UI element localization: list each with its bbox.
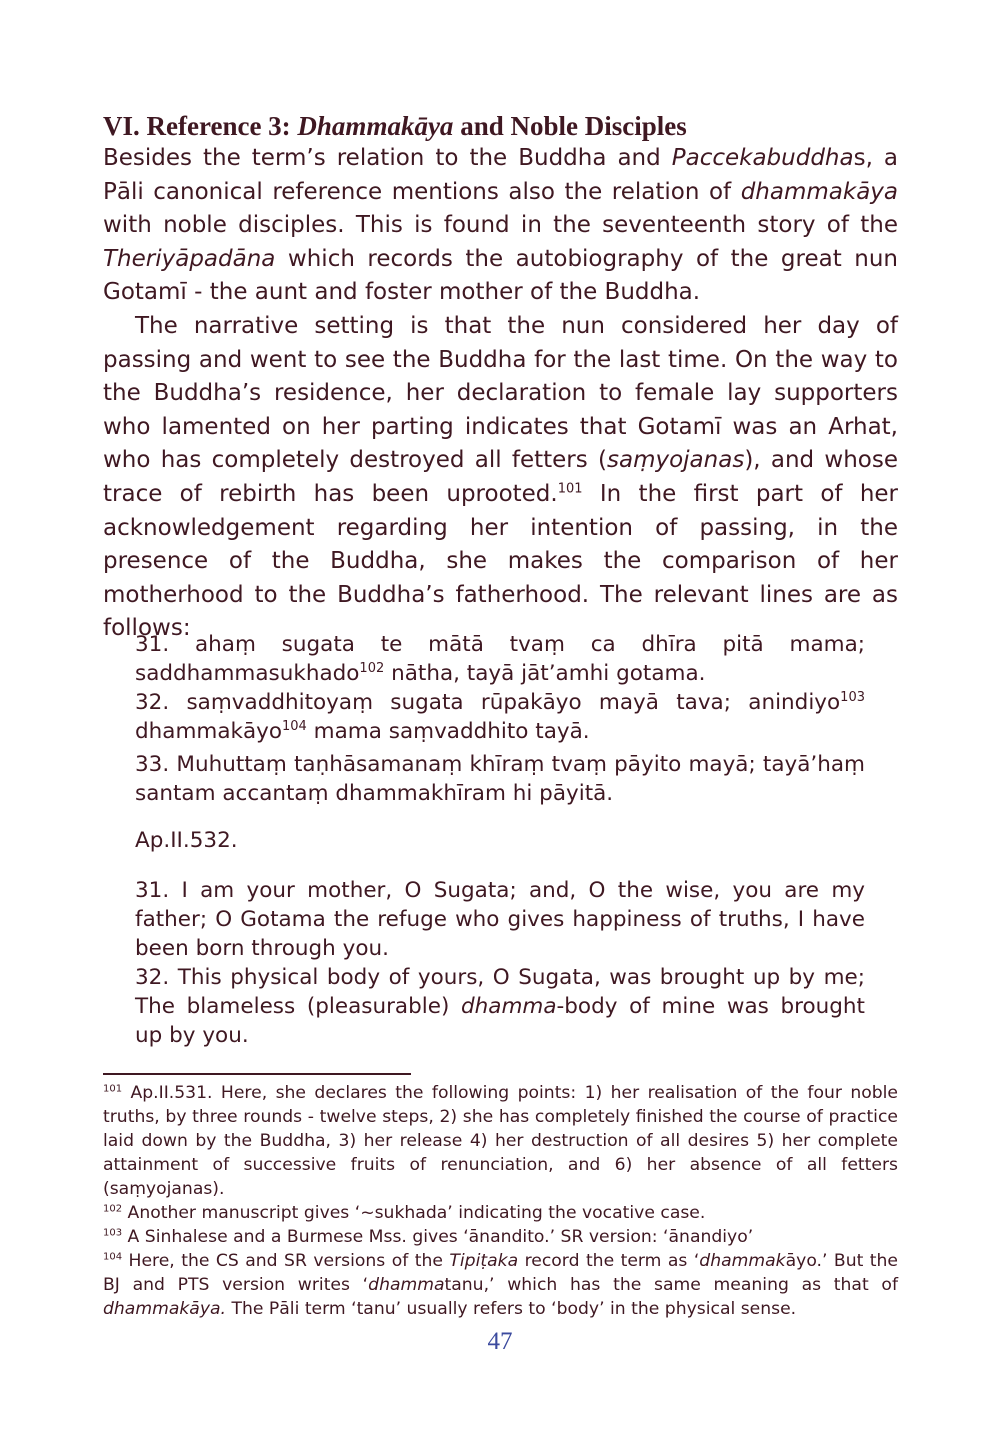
footnote-mark: 102 xyxy=(103,1203,123,1215)
footnote-text: tanu,’ which has the same meaning as that of xyxy=(444,1275,898,1295)
translation-verse-32 xyxy=(135,963,865,1050)
heading-italic-term: Dhammakāya xyxy=(297,111,454,141)
translation-verse-31: 31. I am your mother, O Sugata; and, O the wise, you are my father; O Gotama the refuge who gives happiness of truths, I have been born through you. xyxy=(135,878,865,961)
footnote-reference-102[interactable]: 102 xyxy=(359,660,385,676)
footnotes xyxy=(103,1081,898,1321)
paragraph-narrative xyxy=(103,310,898,646)
verse-source-citation: Ap.II.532. xyxy=(135,828,238,853)
verse-italic: dhamma xyxy=(461,994,557,1019)
verse-text: -body of mine was brought up by you. xyxy=(135,994,865,1048)
footnote-italic: dhammak xyxy=(699,1251,786,1271)
footnote-104 xyxy=(103,1249,898,1321)
footnote-mark: 103 xyxy=(103,1227,123,1239)
heading-suffix: and Noble Disciples xyxy=(453,111,687,141)
footnote-text: Another manuscript gives ‘~sukhada’ indicating the vocative case. xyxy=(122,1203,706,1223)
paragraph-italic: Paccekabuddha xyxy=(671,145,854,171)
footnote-mark: 104 xyxy=(103,1251,123,1263)
footnote-text: record the term as ‘ xyxy=(518,1251,700,1271)
footnote-mark: 101 xyxy=(103,1083,123,1095)
paragraph-intro xyxy=(103,142,898,310)
footnote-text: āyo.’ But the BJ and PTS version writes ‘ xyxy=(103,1251,898,1295)
footnote-italic: dhamma xyxy=(368,1275,445,1295)
footnote-text: The Pāli term ‘tanu’ usually refers to ‘body’ in the physical sense. xyxy=(226,1299,797,1319)
footnote-text: Ap.II.531. Here, she declares the following points: 1) her realisation of the four noble truths, by three rounds - twelve steps, 2) she has completely finished the course of practice laid down by the Buddha, 3) her release 4) her destruction of all desires 5) her complete attainment of successive fruits of renunciation, and 6) her absence of all fetters (saṃyojanas). xyxy=(103,1083,898,1199)
verse-text: mama saṃvaddhito tayā. xyxy=(306,719,590,744)
paragraph-text: s, a Pāli canonical reference mentions also the relation of xyxy=(103,145,899,205)
paragraph-text: which records the autobiography of the great nun Gotamī - the aunt and foster mother of the Buddha. xyxy=(103,245,898,306)
page-number: 47 xyxy=(487,1328,513,1355)
paragraph-italic: saṃyojanas xyxy=(607,447,745,474)
footnote-divider xyxy=(103,1073,411,1075)
footnote-italic: dhammakāya. xyxy=(103,1299,227,1319)
heading-prefix: VI. Reference 3: xyxy=(103,111,298,141)
paragraph-text: ), and whose trace of rebirth has been uprooted. xyxy=(103,447,898,507)
pali-verse-31 xyxy=(135,630,865,688)
paragraph-text: with noble disciples. This is found in the seventeenth story of the xyxy=(103,212,898,239)
verse-text: 32. saṃvaddhitoyaṃ sugata rūpakāyo mayā tava; anindiyo xyxy=(135,690,841,715)
verse-text: dhammakāyo xyxy=(135,719,283,744)
paragraph-text: Besides the term’s relation to the Buddha and xyxy=(103,145,672,171)
footnote-italic: Tipiṭaka xyxy=(449,1251,519,1271)
footnote-102 xyxy=(103,1201,898,1225)
verse-text: 32. This physical body of yours, O Sugata, was brought up by me; The blameless (pleasurable) xyxy=(135,965,865,1019)
footnote-reference-103[interactable]: 103 xyxy=(840,689,865,705)
verse-text: 31. ahaṃ sugata te mātā tvaṃ ca dhīra pitā mama; saddhammasukhado xyxy=(135,632,865,686)
footnote-101 xyxy=(103,1081,898,1201)
footnote-text: Here, the CS and SR versions of the xyxy=(122,1251,450,1271)
paragraph-italic: Theriyāpadāna xyxy=(103,245,276,272)
section-heading xyxy=(103,110,903,142)
footnote-reference-104[interactable]: 104 xyxy=(282,718,307,734)
footnote-103 xyxy=(103,1225,898,1249)
footnote-reference-101[interactable]: 101 xyxy=(557,481,583,497)
footnote-text: A Sinhalese and a Burmese Mss. gives ‘ānandito.’ SR version: ‘ānandiyo’ xyxy=(122,1227,754,1247)
pali-verse-32 xyxy=(135,688,865,746)
verse-text: nātha, tayā jāt’amhi gotama. xyxy=(384,661,706,686)
paragraph-text: The narrative setting is that the nun considered her day of passing and went to see the Buddha for the last time. On the way to the Buddha’s residence, her declaration to female lay supporters who lamented on her parting indicates that Gotamī was an Arhat, who has completely destroyed all fetters ( xyxy=(103,313,898,474)
paragraph-italic: dhammakāya xyxy=(740,178,898,205)
pali-verses xyxy=(135,630,865,808)
paragraph-text: In the first part of her acknowledgement regarding her intention of passing, in the presence of the Buddha, she makes the comparison of her motherhood to the Buddha’s fatherhood. The relevant lines are as follows: xyxy=(103,480,899,642)
pali-verse-33: 33. Muhuttaṃ taṇhāsamanaṃ khīraṃ tvaṃ pāyito mayā; tayā’haṃ santam accantaṃ dhammakhīram hi pāyitā. xyxy=(135,752,865,806)
verse-translation xyxy=(135,876,865,1050)
